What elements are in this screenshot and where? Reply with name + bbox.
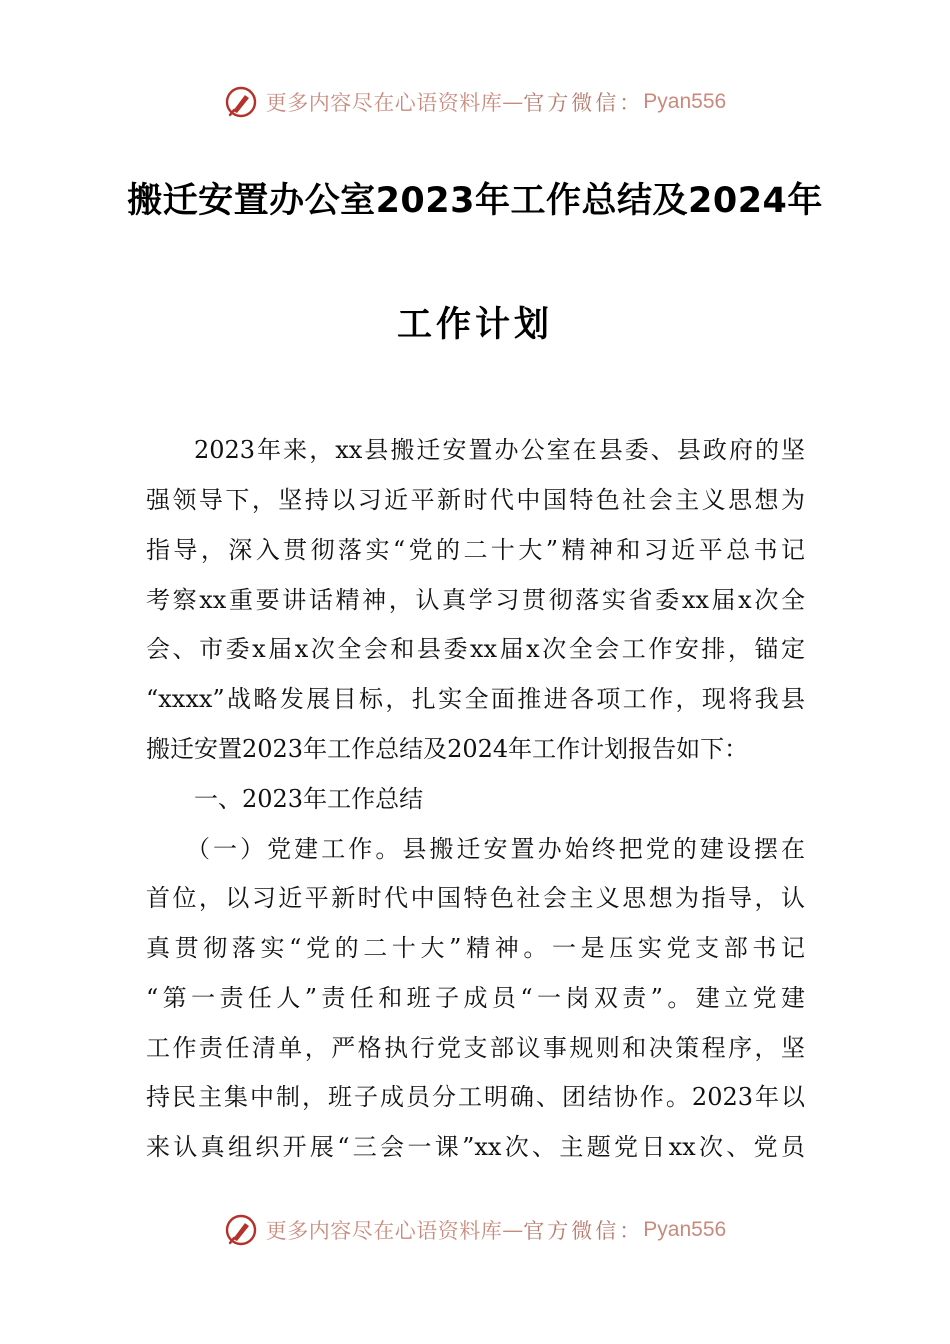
body-line: “xxxx”战略发展目标，扎实全面推进各项工作，现将我县: [146, 685, 805, 713]
body-line: “第一责任人”责任和班子成员“一岗双责”。建立党建: [146, 984, 805, 1012]
body-line: 考察xx重要讲话精神，认真学习贯彻落实省委xx届x次全: [146, 586, 805, 614]
document-title-line-2: 工作计划: [396, 305, 553, 345]
body-line: 持民主集中制，班子成员分工明确、团结协作。2023年以: [146, 1083, 805, 1111]
watermark-text: 更多内容尽在心语资料库: [265, 91, 503, 115]
watermark-wechat-id: Pyan556: [643, 1218, 727, 1241]
body-line: 真贯彻落实“党的二十大”精神。一是压实党支部书记: [146, 934, 805, 962]
pen-nib-logo-icon: [224, 85, 258, 119]
watermark-wechat-id: Pyan556: [643, 90, 727, 113]
watermark-wechat-label: 官方微信：: [523, 91, 644, 115]
body-line: 搬迁安置2023年工作总结及2024年工作计划报告如下：: [146, 735, 749, 763]
header-watermark-banner: [0, 80, 950, 124]
body-line: 会、市委x届x次全会和县委xx届x次全会工作安排，锚定: [146, 635, 805, 663]
body-line: 工作责任清单，严格执行党支部议事规则和决策程序，坚: [146, 1034, 805, 1062]
watermark-separator: —: [502, 90, 524, 114]
body-line: 强领导下，坚持以习近平新时代中国特色社会主义思想为: [146, 486, 805, 514]
body-line: 指导，深入贯彻落实“党的二十大”精神和习近平总书记: [146, 536, 805, 564]
watermark-wechat-label: 官方微信：: [523, 1219, 644, 1243]
watermark-text: 更多内容尽在心语资料库: [265, 1219, 503, 1243]
body-line: 2023年来，xx县搬迁安置办公室在县委、县政府的坚: [194, 436, 805, 464]
document-title-line-1: 搬迁安置办公室2023年工作总结及2024年: [127, 181, 823, 221]
body-line: 首位，以习近平新时代中国特色社会主义思想为指导，认: [146, 884, 805, 912]
watermark-separator: —: [502, 1218, 524, 1242]
subsection-paragraph-start: （一）党建工作。县搬迁安置办始终把党的建设摆在: [186, 835, 805, 863]
body-line: 来认真组织开展“三会一课”xx次、主题党日xx次、党员: [146, 1133, 805, 1161]
pen-nib-logo-icon: [224, 1213, 258, 1247]
section-heading: 一、2023年工作总结: [194, 785, 424, 813]
footer-watermark-banner: [0, 1208, 950, 1252]
